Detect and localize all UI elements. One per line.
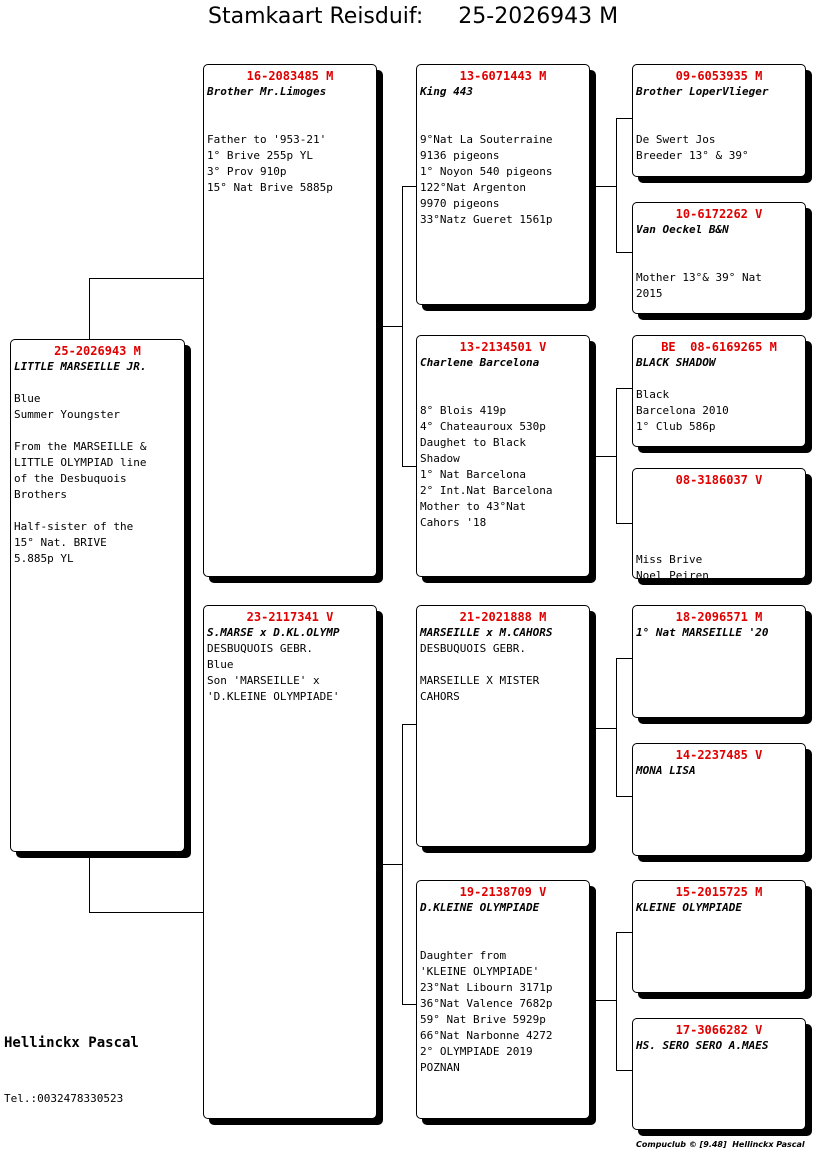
pigeon-info-line: Brothers [14, 488, 67, 501]
pigeon-card-mmm[interactable] [632, 1018, 806, 1130]
pigeon-info-line: 2° OLYMPIADE 2019 [420, 1045, 533, 1058]
pigeon-info-line: 66°Nat Narbonne 4272 [420, 1029, 553, 1042]
pigeon-info-line: POZNAN [420, 1061, 460, 1074]
ring-number: 21-2021888 M [459, 610, 547, 624]
pigeon-info-line [420, 371, 586, 387]
pigeon-info-line: 3° Prov 910p [207, 165, 287, 178]
pigeon-info-line: From the MARSEILLE & [14, 440, 147, 453]
connector [402, 186, 403, 466]
title-ring: 25-2026943 M [458, 4, 619, 29]
pigeon-info-line: 1° Brive 255p YL [207, 149, 313, 162]
pigeon-info-line: 8° Blois 419p [420, 404, 507, 417]
pigeon-info-line: 1° Club 586p [636, 420, 716, 433]
connector [402, 466, 416, 467]
page-title [208, 4, 618, 29]
ring-number: BE 08-6169265 M [661, 340, 777, 354]
pigeon-name: S.MARSE x D.KL.OLYMP [207, 626, 340, 639]
pigeon-info-line: 15° Nat. BRIVE [14, 536, 107, 549]
pigeon-info-line: LITTLE OLYMPIAD line [14, 456, 147, 469]
pigeon-info-line [420, 657, 586, 673]
owner-name: Hellinckx Pascal [4, 1035, 139, 1051]
connector [89, 278, 90, 339]
connector [402, 724, 416, 725]
pigeon-info-line [14, 423, 181, 439]
pigeon-card-mfm[interactable] [632, 743, 806, 856]
ring-number: 13-6071443 M [459, 69, 547, 83]
connector [616, 388, 632, 389]
pigeon-info-line: 33°Natz Gueret 1561p [420, 213, 553, 226]
pigeon-card-mother[interactable] [203, 605, 377, 1119]
pigeon-info-line: Black [636, 388, 670, 401]
pigeon-name: Charlene Barcelona [420, 356, 540, 369]
ring-number: 19-2138709 V [459, 885, 547, 899]
pigeon-name: MARSEILLE x M.CAHORS [420, 626, 553, 639]
connector [402, 186, 416, 187]
pigeon-info-line: 15° Nat Brive 5885p [207, 181, 333, 194]
pigeon-info-line: DESBUQUOIS GEBR. [207, 642, 313, 655]
ring-number: 08-3186037 V [675, 473, 763, 487]
pigeon-info-line: MARSEILLE X MISTER [420, 674, 540, 687]
pigeon-info-line: Son 'MARSEILLE' x [207, 674, 320, 687]
connector [596, 456, 616, 457]
ring-number: 16-2083485 M [246, 69, 334, 83]
footer-credit: Compuclub © [9.48] Hellinckx Pascal [636, 1140, 805, 1149]
pigeon-info-line: Miss Brive [636, 553, 703, 566]
pigeon-info-line: Blue [14, 392, 41, 405]
pigeon-info-line [636, 371, 802, 387]
connector [616, 932, 632, 933]
pigeon-info-line [636, 254, 802, 270]
pigeon-info-line: 122°Nat Argenton [420, 181, 526, 194]
pigeon-name: HS. SERO SERO A.MAES [636, 1039, 769, 1052]
pigeon-card-ff[interactable] [416, 64, 590, 305]
connector [89, 912, 204, 913]
pigeon-info-line: 4° Chateauroux 530p [420, 420, 546, 433]
pigeon-card-mf[interactable] [416, 605, 590, 847]
pigeon-name: MONA LISA [636, 764, 696, 777]
pigeon-card-ffm[interactable] [632, 202, 806, 314]
pigeon-name: D.KLEINE OLYMPIADE [420, 901, 540, 914]
pigeon-info-line: Cahors '18 [420, 516, 487, 529]
pigeon-info-line: 1° Nat Barcelona [420, 468, 526, 481]
pigeon-card-mmf[interactable] [632, 880, 806, 993]
pigeon-info-line: Breeder 13° & 39° [636, 149, 749, 162]
ring-number: 23-2117341 V [246, 610, 334, 624]
pigeon-info-line [420, 100, 586, 116]
pigeon-card-fff[interactable] [632, 64, 806, 177]
pigeon-info-line [636, 520, 802, 536]
pigeon-info-line: 59° Nat Brive 5929p [420, 1013, 546, 1026]
connector [616, 118, 617, 252]
pigeon-info-line: Mother to 43°Nat [420, 500, 526, 513]
pigeon-info-line [636, 116, 802, 132]
pigeon-info-line: 2° Int.Nat Barcelona [420, 484, 553, 497]
owner-phone: Tel.:0032478330523 [4, 1092, 124, 1105]
pigeon-card-fm[interactable] [416, 335, 590, 577]
pigeon-name: Van Oeckel B&N [636, 223, 729, 236]
connector [616, 932, 617, 1070]
pigeon-info-line: Half-sister of the [14, 520, 134, 533]
title-label: Stamkaart Reisduif: [208, 4, 424, 29]
pigeon-info-line: Mother 13°& 39° Nat [636, 271, 762, 284]
pigeon-name: LITTLE MARSEILLE JR. [14, 360, 147, 373]
pigeon-info-line: De Swert Jos [636, 133, 716, 146]
pigeon-card-subject[interactable] [10, 339, 185, 852]
pigeon-info-line: 23°Nat Libourn 3171p [420, 981, 553, 994]
pigeon-name: BLACK SHADOW [636, 356, 716, 369]
pigeon-info-line: Shadow [420, 452, 460, 465]
connector [596, 728, 616, 729]
pigeon-info-line [636, 238, 802, 254]
pigeon-name: Brother Mr.Limoges [207, 85, 327, 98]
pigeon-info-line: DESBUQUOIS GEBR. [420, 642, 526, 655]
ring-number: 18-2096571 M [675, 610, 763, 624]
ring-number: 13-2134501 V [459, 340, 547, 354]
ring-number: 25-2026943 M [54, 344, 141, 358]
pigeon-name [636, 488, 802, 504]
pigeon-card-father[interactable] [203, 64, 377, 577]
connector [616, 1070, 632, 1071]
connector [402, 1004, 416, 1005]
pigeon-info-line: 9970 pigeons [420, 197, 500, 210]
pigeon-info-line [207, 100, 373, 116]
pigeon-info-line: 9136 pigeons [420, 149, 500, 162]
connector [402, 724, 403, 1004]
connector [382, 864, 402, 865]
pigeon-info-line [420, 916, 586, 932]
pigeon-info-line: 2015 [636, 287, 663, 300]
pigeon-info-line: Barcelona 2010 [636, 404, 729, 417]
connector [382, 326, 402, 327]
pigeon-info-line [636, 504, 802, 520]
pigeon-info-line [14, 375, 181, 391]
connector [596, 186, 616, 187]
connector [616, 796, 632, 797]
pigeon-card-mm[interactable] [416, 880, 590, 1119]
pigeon-info-line: Father to '953-21' [207, 133, 327, 146]
pigeon-info-line: Daughter from [420, 949, 507, 962]
pigeon-info-line: of the Desbuquois [14, 472, 127, 485]
pigeon-info-line [636, 100, 802, 116]
connector [596, 1000, 616, 1001]
pigeon-info-line: Summer Youngster [14, 408, 120, 421]
ring-number: 15-2015725 M [675, 885, 763, 899]
pigeon-name: Brother LoperVlieger [636, 85, 769, 98]
pigeon-name: King 443 [420, 85, 473, 98]
pigeon-info-line: Blue [207, 658, 234, 671]
connector [616, 658, 632, 659]
connector [89, 857, 90, 912]
connector [89, 278, 204, 279]
pigeon-info-line [420, 387, 586, 403]
pigeon-info-line: Daughet to Black [420, 436, 526, 449]
pigeon-card-fmm[interactable] [632, 468, 806, 582]
ring-number: 14-2237485 V [675, 748, 763, 762]
pigeon-name: KLEINE OLYMPIADE [636, 901, 742, 914]
pigeon-info-line: CAHORS [420, 690, 460, 703]
pigeon-info-line: Noel Peiren [636, 569, 709, 582]
pigeon-info-line: 1° Noyon 540 pigeons [420, 165, 553, 178]
pigeon-info-line [14, 503, 181, 519]
connector [616, 523, 632, 524]
pigeon-info-line [636, 536, 802, 552]
pigeon-info-line: 'KLEINE OLYMPIADE' [420, 965, 540, 978]
pigeon-info-line: 36°Nat Valence 7682p [420, 997, 553, 1010]
pigeon-info-line [420, 116, 586, 132]
pigeon-info-line: 9°Nat La Souterraine [420, 133, 553, 146]
pigeon-name: 1° Nat MARSEILLE '20 [636, 626, 769, 639]
connector [616, 118, 632, 119]
ring-number: 17-3066282 V [675, 1023, 763, 1037]
connector [616, 658, 617, 796]
pigeon-info-line [207, 116, 373, 132]
connector [616, 252, 632, 253]
pigeon-card-mff[interactable] [632, 605, 806, 718]
pigeon-info-line [420, 932, 586, 948]
ring-number: 10-6172262 V [675, 207, 763, 221]
connector [616, 388, 617, 523]
pigeon-info-line: 'D.KLEINE OLYMPIADE' [207, 690, 340, 703]
ring-number: 09-6053935 M [675, 69, 763, 83]
pigeon-card-fmf[interactable] [632, 335, 806, 447]
pigeon-info-line: 5.885p YL [14, 552, 74, 565]
